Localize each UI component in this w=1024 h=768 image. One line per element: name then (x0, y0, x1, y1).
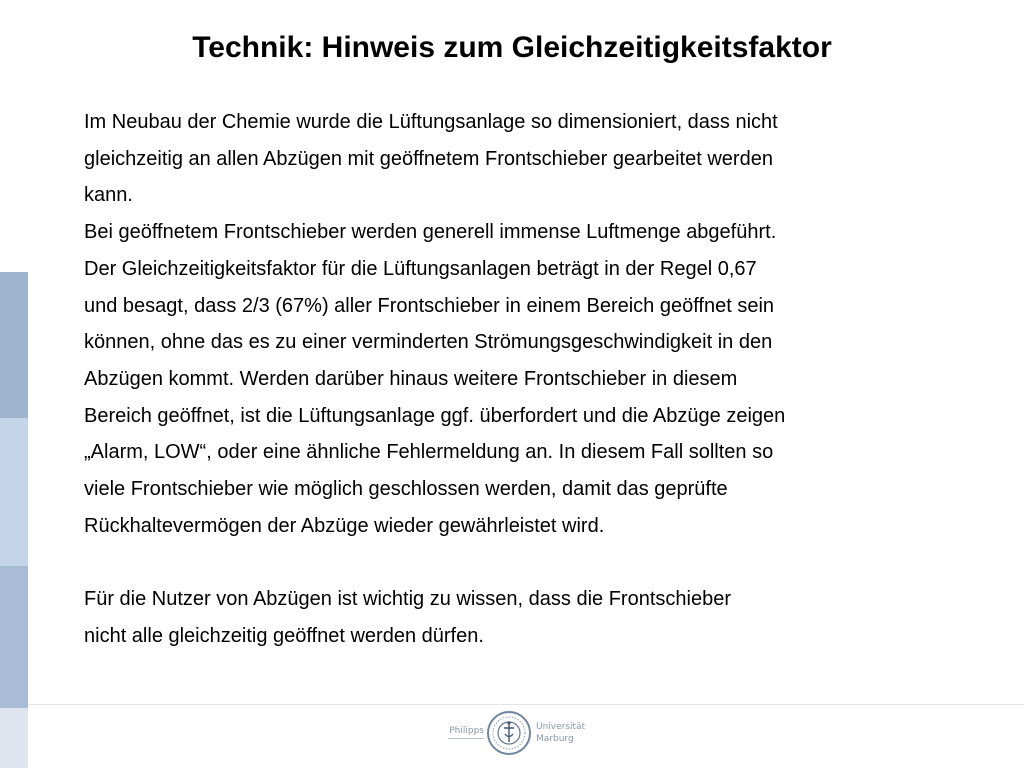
body-line: Rückhaltevermögen der Abzüge wieder gewährleistet wird. (84, 514, 605, 537)
body-line: Der Gleichzeitigkeitsfaktor für die Lüftungsanlagen beträgt in der Regel 0,67 (84, 257, 757, 280)
body-line: „Alarm, LOW“, oder eine ähnliche Fehlermeldung an. In diesem Fall sollten so (84, 441, 774, 464)
body-line: Im Neubau der Chemie wurde die Lüftungsanlage so dimensioniert, dass nicht (84, 111, 778, 133)
slide-title: Technik: Hinweis zum Gleichzeitigkeitsfaktor (192, 31, 832, 64)
body-line: Bei geöffnetem Frontschieber werden generell immense Luftmenge abgeführt. (84, 221, 777, 244)
paragraph-spacer (84, 544, 1004, 581)
body-line: viele Frontschieber wie möglich geschlossen werden, damit das geprüfte (84, 478, 728, 501)
side-bar-segment (0, 418, 28, 566)
body-line: Abzügen kommt. Werden darüber hinaus weitere Frontschieber in diesem (84, 367, 738, 390)
body-line: kann. (84, 184, 133, 207)
body-line: gleichzeitig an allen Abzügen mit geöffnetem Frontschieber gearbeitet werden (84, 147, 773, 170)
university-seal-icon (486, 710, 532, 756)
side-bar-segment (0, 708, 28, 768)
body-line: Bereich geöffnet, ist die Lüftungsanlage ggf. überfordert und die Abzüge zeigen (84, 404, 786, 427)
logo-text-philipps: Philipps (449, 726, 484, 736)
logo-text-marburg: Marburg (536, 734, 574, 744)
body-line: und besagt, dass 2/3 (67%) aller Frontschieber in einem Bereich geöffnet sein (84, 294, 775, 317)
note-line: nicht alle gleichzeitig geöffnet werden dürfen. (84, 624, 484, 647)
body-text (84, 104, 1004, 655)
university-logo (448, 710, 586, 758)
footer-divider (28, 704, 1024, 705)
note-line: Für die Nutzer von Abzügen ist wichtig zu wissen, dass die Frontschieber (84, 588, 731, 611)
logo-rule (448, 738, 484, 739)
side-bar-segment (0, 272, 28, 418)
body-line: können, ohne das es zu einer verminderten Strömungsgeschwindigkeit in den (84, 331, 773, 354)
logo-text-universitaet: Universität (536, 722, 586, 732)
side-bar-segment (0, 566, 28, 708)
side-accent-bar (0, 272, 28, 768)
